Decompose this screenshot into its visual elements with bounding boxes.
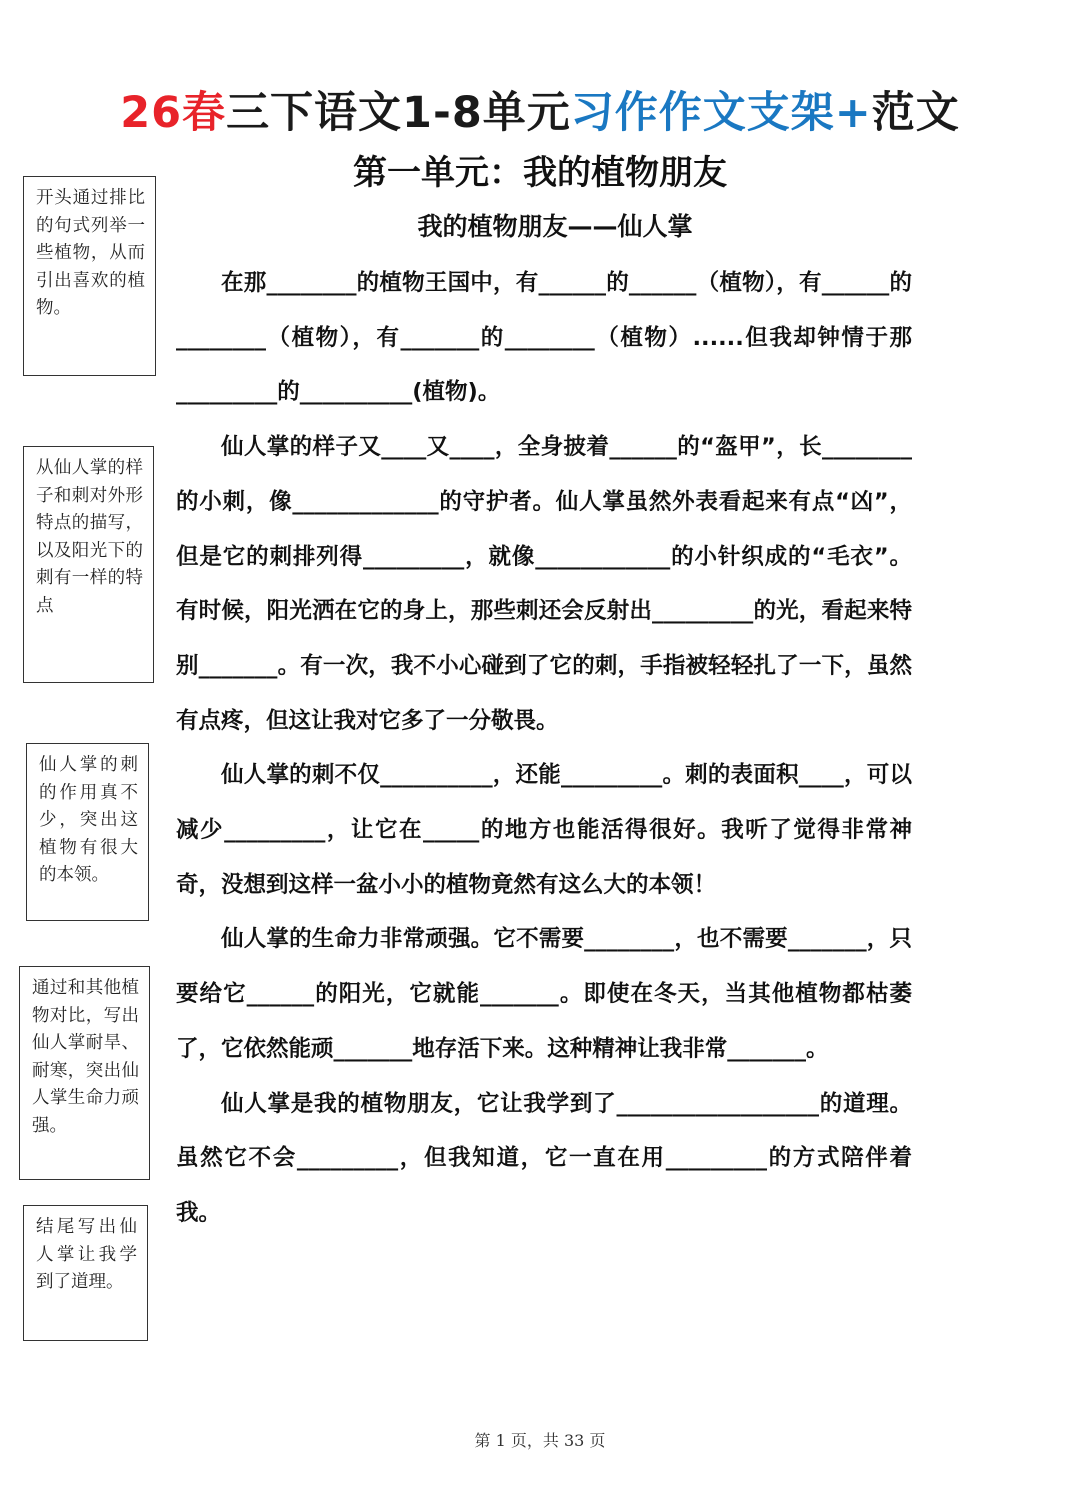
essay-title: 我的植物朋友——仙人掌 (417, 212, 693, 241)
essay-paragraph-intro: 在那________的植物王国中，有______的______（植物），有______的________（植物），有_______的________（植物）......但我却钟情于那_________的__________(植物)。 (176, 270, 912, 406)
margin-note-vitality: 通过和其他植物对比，写出仙人掌耐旱、耐寒，突出仙人掌生命力顽强。 (19, 966, 150, 1180)
title-part-scaffold: 习作作文支架+ (570, 88, 872, 138)
essay-paragraph-thorns: 仙人掌的刺不仅__________，还能_________。刺的表面积____，可以减少_________，让它在_____的地方也能活得很好。我听了觉得非常神奇，没想到这样一盆小小的植物竟然有这么大的本领！ (176, 762, 912, 898)
title-part-units: 三下语文1-8单元 (226, 88, 571, 138)
margin-note-opening: 开头通过排比的句式列举一些植物，从而引出喜欢的植物。 (23, 176, 156, 376)
title-part-year: 26春 (120, 88, 227, 138)
essay-body (176, 256, 912, 1241)
margin-note-appearance: 从仙人掌的样子和刺对外形特点的描写，以及阳光下的刺有一样的特点 (23, 446, 154, 683)
margin-note-thorns: 仙人掌的刺的作用真不少，突出这植物有很大的本领。 (26, 743, 149, 921)
margin-note-ending: 结尾写出仙人掌让我学到了道理。 (23, 1205, 148, 1341)
page-number: 第 1 页，共 33 页 (474, 1431, 606, 1450)
unit-title: 第一单元：我的植物朋友 (353, 153, 727, 193)
essay-paragraph-vitality: 仙人掌的生命力非常顽强。它不需要________，也不需要_______，只要给它______的阳光，它就能_______。即使在冬天，当其他植物都枯萎了，它依然能顽_______地存活下来。这种精神让我非常_______。 (176, 926, 912, 1062)
title-part-sample: 范文 (871, 88, 960, 138)
document-title (0, 84, 1080, 142)
essay-paragraph-ending: 仙人掌是我的植物朋友，它让我学到了__________________的道理。虽然它不会_________，但我知道，它一直在用_________的方式陪伴着我。 (176, 1090, 912, 1226)
essay-paragraph-appearance: 仙人掌的样子又____又____，全身披着______的“盔甲”，长________的小刺，像_____________的守护者。仙人掌虽然外表看起来有点“凶”，但是它的刺排列得_________，就像____________的小针织成的“毛衣”。有时候，阳光洒在它的身上，那些刺还会反射出_________的光，看起来特别_______。有一次，我不小心碰到了它的刺，手指被轻轻扎了一下，虽然有点疼，但这让我对它多了一分敬畏。 (176, 434, 912, 734)
